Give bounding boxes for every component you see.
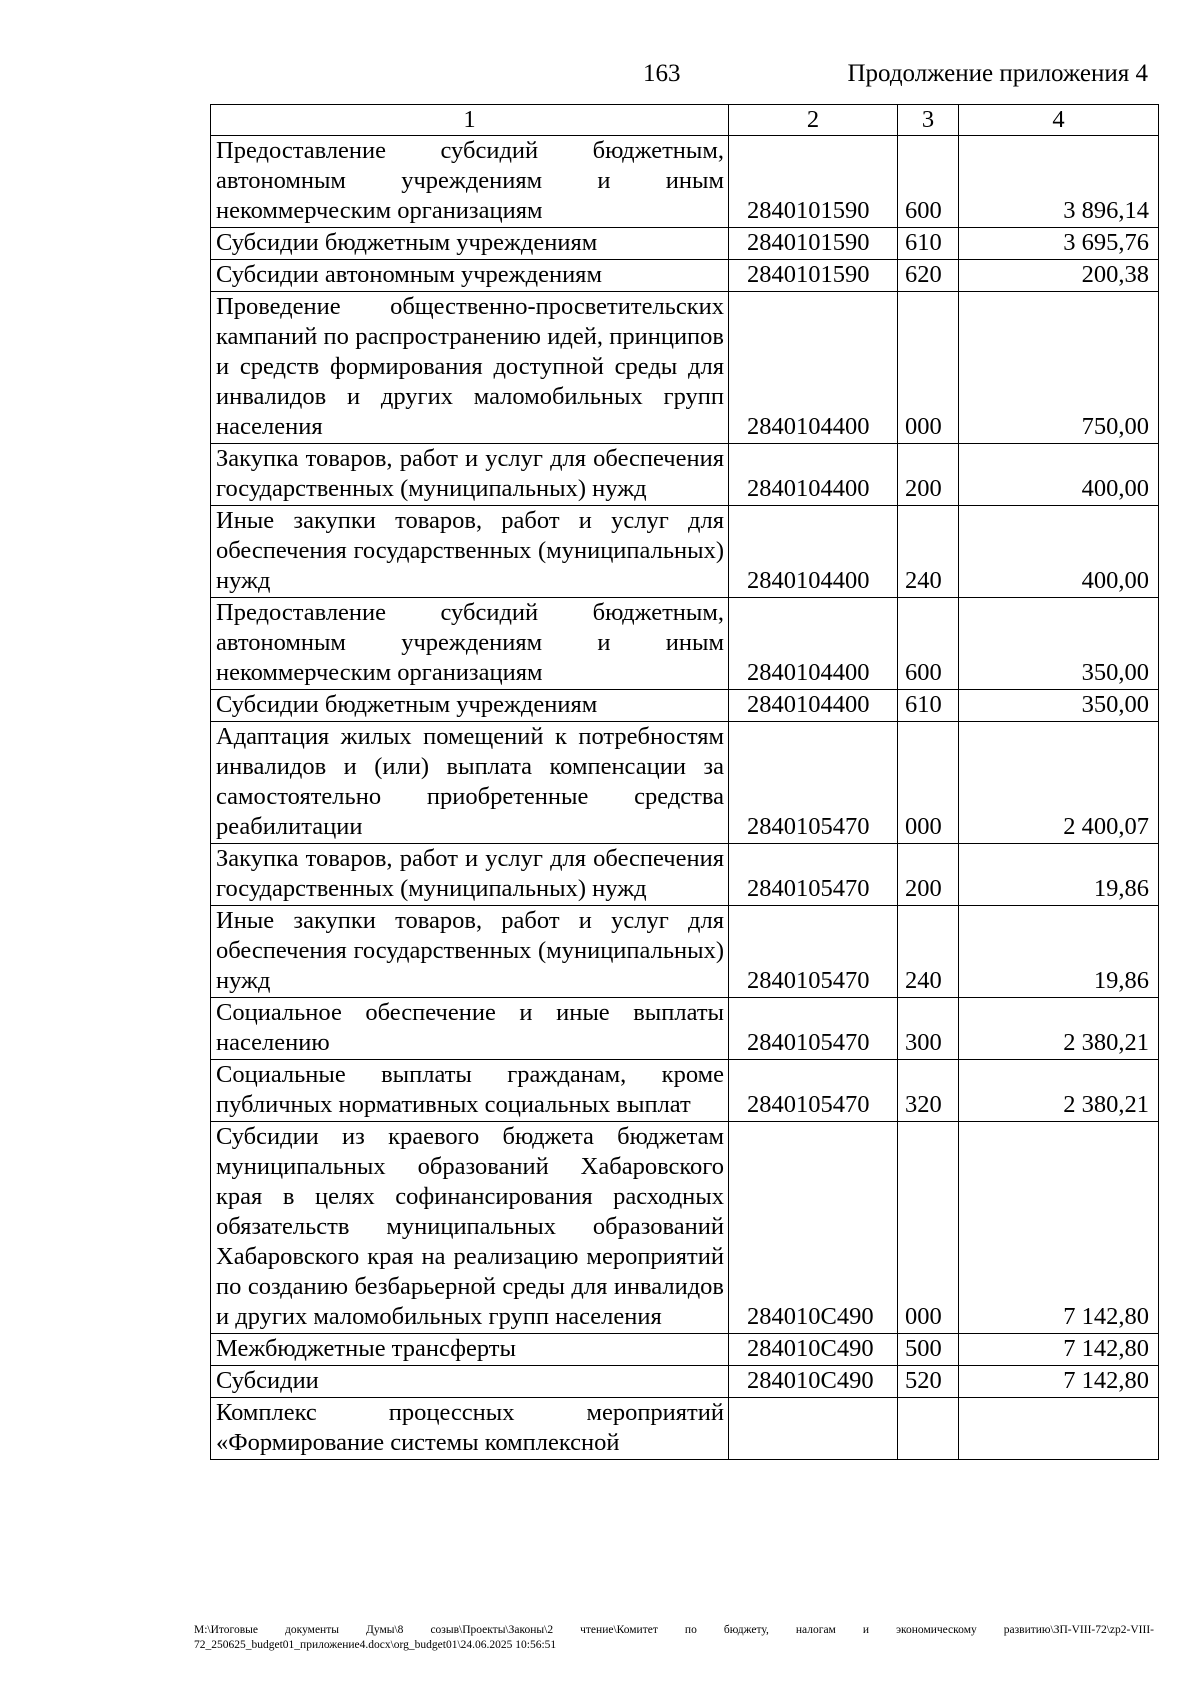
row-code-cell: 2840105470 (729, 844, 898, 906)
row-sum-cell: 7 142,80 (959, 1334, 1159, 1366)
row-code-cell: 2840101590 (729, 136, 898, 228)
row-type-cell: 320 (898, 1060, 959, 1122)
row-code-cell: 284010С490 (729, 1366, 898, 1398)
row-code-cell: 2840101590 (729, 228, 898, 260)
row-sum-cell: 400,00 (959, 506, 1159, 598)
row-name-cell: Предоставление субсидий бюджетным, автономным учреждениям и иным некоммерческим организациям (211, 598, 729, 690)
page-number: 163 (643, 60, 681, 87)
file-path-footer: M:\Итоговые документы Думы\8 созыв\Проекты\Законы\2 чтение\Комитет по бюджету, налогам и экономическому развитию\ЗП-VIII-72\zp2-VIII-72_250625_budget01_приложение4.docx\org_budget01\24.06.2025 10:56:51 (194, 1624, 1154, 1651)
row-name-cell: Субсидии (211, 1366, 729, 1398)
row-code-cell: 2840104400 (729, 598, 898, 690)
row-sum-cell (959, 1398, 1159, 1460)
row-code-cell: 2840104400 (729, 506, 898, 598)
table-row (211, 1334, 1159, 1366)
row-name-cell: Закупка товаров, работ и услуг для обеспечения государственных (муниципальных) нужд (211, 844, 729, 906)
row-type-cell: 200 (898, 444, 959, 506)
row-code-cell: 2840105470 (729, 1060, 898, 1122)
table-row (211, 292, 1159, 444)
row-type-cell: 000 (898, 722, 959, 844)
column-header-1: 1 (211, 105, 729, 136)
table-row (211, 1122, 1159, 1334)
column-header-2: 2 (729, 105, 898, 136)
table-row (211, 906, 1159, 998)
table-row (211, 1366, 1159, 1398)
row-type-cell: 600 (898, 598, 959, 690)
row-code-cell: 284010С490 (729, 1334, 898, 1366)
row-code-cell: 2840105470 (729, 998, 898, 1060)
row-code-cell: 2840104400 (729, 292, 898, 444)
row-sum-cell: 2 400,07 (959, 722, 1159, 844)
header-row (211, 105, 1159, 136)
row-type-cell: 000 (898, 292, 959, 444)
row-type-cell: 600 (898, 136, 959, 228)
column-header-4: 4 (959, 105, 1159, 136)
row-type-cell: 000 (898, 1122, 959, 1334)
row-code-cell: 2840105470 (729, 906, 898, 998)
row-name-cell: Межбюджетные трансферты (211, 1334, 729, 1366)
row-code-cell: 2840105470 (729, 722, 898, 844)
table-row (211, 1398, 1159, 1460)
table-row (211, 260, 1159, 292)
row-type-cell: 620 (898, 260, 959, 292)
row-name-cell: Адаптация жилых помещений к потребностям инвалидов и (или) выплата компенсации за самостоятельно приобретенные средства реабилитации (211, 722, 729, 844)
row-name-cell: Субсидии бюджетным учреждениям (211, 228, 729, 260)
row-code-cell (729, 1398, 898, 1460)
row-sum-cell: 19,86 (959, 844, 1159, 906)
row-name-cell: Комплекс процессных мероприятий «Формирование системы комплексной (211, 1398, 729, 1460)
row-sum-cell: 7 142,80 (959, 1122, 1159, 1334)
table-row (211, 598, 1159, 690)
table-row (211, 136, 1159, 228)
row-code-cell: 2840104400 (729, 690, 898, 722)
row-sum-cell: 350,00 (959, 598, 1159, 690)
row-code-cell: 2840104400 (729, 444, 898, 506)
column-header-3: 3 (898, 105, 959, 136)
budget-table (210, 104, 1159, 1460)
table-row (211, 506, 1159, 598)
continuation-caption: Продолжение приложения 4 (847, 60, 1148, 87)
row-name-cell: Субсидии бюджетным учреждениям (211, 690, 729, 722)
row-sum-cell: 19,86 (959, 906, 1159, 998)
row-type-cell: 200 (898, 844, 959, 906)
row-sum-cell: 750,00 (959, 292, 1159, 444)
row-sum-cell: 3 695,76 (959, 228, 1159, 260)
row-name-cell: Субсидии автономным учреждениям (211, 260, 729, 292)
row-sum-cell: 350,00 (959, 690, 1159, 722)
row-name-cell: Проведение общественно-просветительских кампаний по распространению идей, принципов и средств формирования доступной среды для инвалидов и других маломобильных групп населения (211, 292, 729, 444)
row-name-cell: Иные закупки товаров, работ и услуг для обеспечения государственных (муниципальных) нужд (211, 906, 729, 998)
row-type-cell: 240 (898, 506, 959, 598)
row-name-cell: Иные закупки товаров, работ и услуг для обеспечения государственных (муниципальных) нужд (211, 506, 729, 598)
row-type-cell: 520 (898, 1366, 959, 1398)
row-name-cell: Закупка товаров, работ и услуг для обеспечения государственных (муниципальных) нужд (211, 444, 729, 506)
row-type-cell (898, 1398, 959, 1460)
row-sum-cell: 2 380,21 (959, 998, 1159, 1060)
row-name-cell: Социальные выплаты гражданам, кроме публичных нормативных социальных выплат (211, 1060, 729, 1122)
table-row (211, 844, 1159, 906)
table-body (211, 136, 1159, 1460)
row-sum-cell: 7 142,80 (959, 1366, 1159, 1398)
row-name-cell: Предоставление субсидий бюджетным, автономным учреждениям и иным некоммерческим организациям (211, 136, 729, 228)
row-sum-cell: 400,00 (959, 444, 1159, 506)
table-row (211, 722, 1159, 844)
row-type-cell: 610 (898, 228, 959, 260)
row-code-cell: 284010С490 (729, 1122, 898, 1334)
row-sum-cell: 200,38 (959, 260, 1159, 292)
row-name-cell: Субсидии из краевого бюджета бюджетам муниципальных образований Хабаровского края в целях софинансирования расходных обязательств муниципальных образований Хабаровского края на реализацию мероприятий по созданию безбарьерной среды для инвалидов и других маломобильных групп населения (211, 1122, 729, 1334)
row-sum-cell: 2 380,21 (959, 1060, 1159, 1122)
table-row (211, 690, 1159, 722)
row-type-cell: 300 (898, 998, 959, 1060)
table-row (211, 228, 1159, 260)
table-row (211, 998, 1159, 1060)
row-name-cell: Социальное обеспечение и иные выплаты населению (211, 998, 729, 1060)
table-row (211, 1060, 1159, 1122)
row-type-cell: 610 (898, 690, 959, 722)
row-code-cell: 2840101590 (729, 260, 898, 292)
row-type-cell: 500 (898, 1334, 959, 1366)
row-sum-cell: 3 896,14 (959, 136, 1159, 228)
table-row (211, 444, 1159, 506)
row-type-cell: 240 (898, 906, 959, 998)
